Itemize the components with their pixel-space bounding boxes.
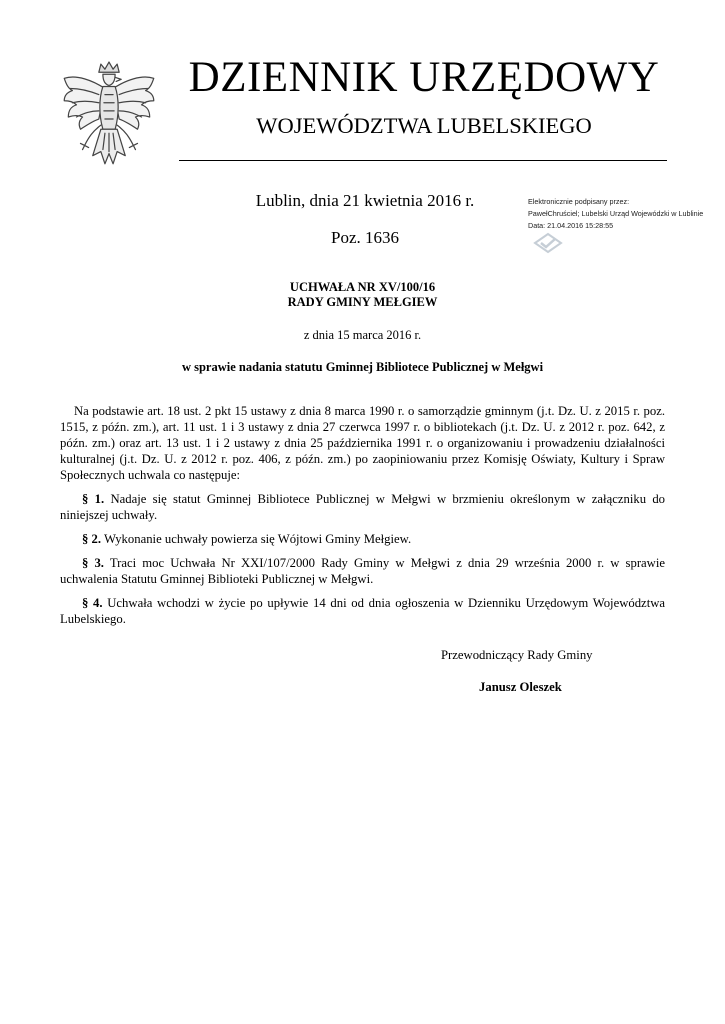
- paragraph-text: Wykonanie uchwały powierza się Wójtowi Gminy Mełgiew.: [103, 532, 412, 546]
- signatory-name: Janusz Oleszek: [479, 680, 562, 694]
- resolution-body: [60, 403, 665, 635]
- resolution-date: z dnia 15 marca 2016 r.: [303, 328, 422, 342]
- journal-title: DZIENNIK URZĘDOWY: [188, 54, 660, 101]
- signature-line-1: Elektronicznie podpisany przez:: [528, 197, 630, 206]
- paragraph-3: [60, 555, 665, 587]
- paragraph-4: [60, 595, 665, 627]
- paragraph-text: Nadaje się statut Gminnej Bibliotece Publicznej w Mełgwi w brzmieniu określonym w załączniku do niniejszej uchwały.: [60, 492, 666, 522]
- signatory-role: Przewodniczący Rady Gminy: [441, 648, 593, 662]
- preamble: Na podstawie art. 18 ust. 2 pkt 15 ustawy z dnia 8 marca 1990 r. o samorządzie gminnym (j.t. Dz. U. z 2015 r. poz. 1515, z późn. zm.), art. 11 ust. 1 i 3 ustawy z dnia 27 czerwca 1997 r. o bibliotekach (j.t. Dz. U. z 2012 r. poz. 642, z późn. zm.) oraz art. 13 ust. 1 i 2 ustawy z dnia 25 października 1991 r. o organizowaniu i prowadzeniu działalności kulturalnej (j.t. Dz. U. z 2012 r. poz. 406, z późn. zm.) po zaopiniowaniu przez Komisję Oświaty, Kultury i Spraw Społecznych uchwala co następuje:: [60, 404, 665, 482]
- journal-subtitle: WOJEWÓDZTWA LUBELSKIEGO: [256, 113, 592, 138]
- paragraph-number: § 4.: [82, 596, 103, 610]
- place-date: Lublin, dnia 21 kwietnia 2016 r.: [255, 191, 475, 210]
- resolution-title: [0, 280, 725, 310]
- paragraph-number: § 1.: [82, 492, 105, 506]
- header-divider: [179, 160, 667, 161]
- paragraph-number: § 3.: [82, 556, 104, 570]
- paragraph-number: § 2.: [82, 532, 102, 546]
- electronic-signature: [528, 196, 703, 232]
- resolution-council: RADY GMINY MEŁGIEW: [287, 295, 438, 309]
- paragraph-1: [60, 491, 665, 523]
- signature-date: Data: 21.04.2016 15:28:55: [528, 221, 614, 230]
- polish-eagle-emblem-icon: [58, 58, 160, 176]
- paragraph-text: Traci moc Uchwała Nr XXI/107/2000 Rady Gminy w Mełgwi z dnia 29 września 2000 r. w sprawie uchwalenia Statutu Gminnej Biblioteki Publicznej w Mełgwi.: [60, 556, 665, 586]
- signature-signer: PawełChruściel; Lubelski Urząd Wojewódzki w Lublinie: [528, 209, 704, 218]
- resolution-number: UCHWAŁA NR XV/100/16: [289, 280, 436, 294]
- signature-check-icon: [531, 231, 565, 255]
- position-number: Poz. 1636: [331, 228, 399, 247]
- paragraph-text: Uchwała wchodzi w życie po upływie 14 dni od dnia ogłoszenia w Dzienniku Urzędowym Województwa Lubelskiego.: [60, 596, 666, 626]
- resolution-subject: w sprawie nadania statutu Gminnej Bibliotece Publicznej w Mełgwi: [181, 360, 544, 374]
- paragraph-2: [60, 531, 665, 547]
